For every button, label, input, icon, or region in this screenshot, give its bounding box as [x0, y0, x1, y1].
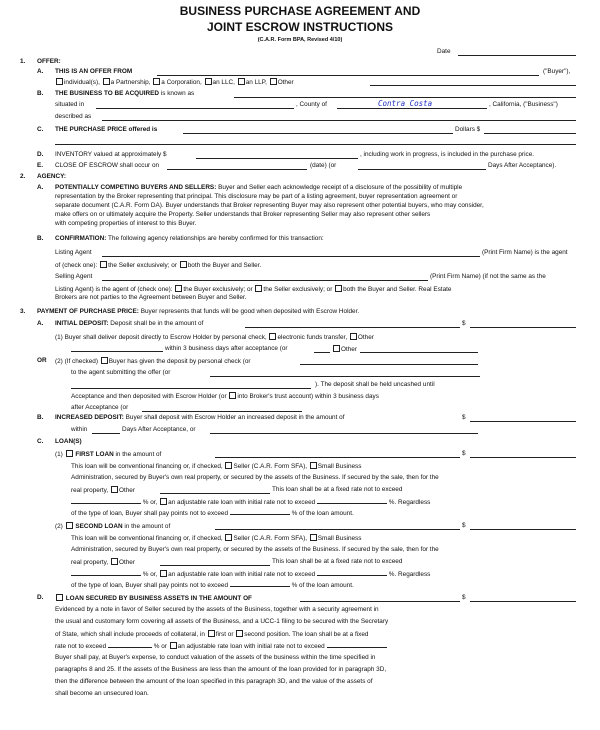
document-title-line2: JOINT ESCROW INSTRUCTIONS: [206, 20, 393, 34]
first-loan-words-field[interactable]: [215, 457, 460, 458]
payment-d-line1: Evidenced by a note in favor of Seller secured by the assets of the Business, together with a security agreement in: [55, 606, 379, 613]
confirmation-text: The following agency relationships are hereby confirmed for this transaction:: [108, 235, 324, 242]
first-loan-title: FIRST LOAN: [75, 451, 114, 458]
county-of-label: , County of: [296, 101, 327, 108]
business-name-field[interactable]: [234, 97, 576, 98]
option-2-number: (2): [55, 358, 63, 365]
option-1-other2-field[interactable]: [360, 352, 478, 353]
offer-d-text: INVENTORY valued at approximately $: [55, 151, 167, 158]
section-3-heading: PAYMENT OF PURCHASE PRICE:: [37, 308, 139, 315]
payment-b-line: [55, 414, 345, 422]
partnership-label: a Partnership,: [110, 79, 151, 86]
option-2-text: (If checked): [64, 358, 98, 365]
offer-b-rest: is known as: [160, 90, 195, 97]
section-1-heading: OFFER:: [37, 58, 61, 65]
selling-both-label: both the Buyer and Seller. Real Estate: [343, 286, 452, 293]
other-entity-label: Other: [277, 79, 294, 86]
close-days-field[interactable]: [358, 169, 486, 170]
d-first-position-checkbox[interactable]: [208, 630, 215, 637]
second-seller-sfa-label: Seller (C.A.R. Form SFA),: [233, 535, 307, 542]
option-2-check-field[interactable]: [300, 364, 478, 365]
option-1-other-checkbox[interactable]: [350, 333, 357, 340]
increased-deposit-field[interactable]: [470, 421, 576, 422]
first-points-field[interactable]: [230, 514, 290, 515]
offer-a-label: A.: [37, 68, 44, 75]
payment-d-line6: paragraphs 8 and 25. If the assets of the Business are less than the amount of the loan provided for in paragraph 3D,: [55, 666, 387, 673]
first-sba-checkbox[interactable]: [310, 462, 317, 469]
payment-d-line7: then the difference between the amount of the loan specified in this paragraph 3D, and the value of the assets of: [55, 678, 373, 685]
confirmation-title: CONFIRMATION:: [55, 235, 107, 242]
listing-both-label: both the Buyer and Seller.: [187, 262, 262, 269]
described-as-field[interactable]: [102, 120, 576, 121]
second-loan-admin: Administration, secured by Buyer's own real property, or secured by the assets of the Business. If secured by the sale, then for the: [71, 546, 439, 553]
offer-e-text: CLOSE OF ESCROW shall occur on: [55, 162, 160, 169]
second-rate-row: [71, 570, 430, 579]
offer-d-label: D.: [37, 151, 44, 158]
check-one-label: of (check one):: [55, 262, 98, 269]
selling-check-row: [55, 285, 451, 294]
first-rate-row: [71, 498, 430, 507]
after-acceptance-field[interactable]: [142, 411, 302, 412]
first-loan-realprop: [71, 486, 135, 495]
second-loan-dollar: $: [462, 522, 466, 529]
purchase-price-label: THE PURCHASE PRICE offered is: [55, 126, 158, 133]
first-loan-conv: [71, 462, 361, 471]
first-other-field[interactable]: [160, 493, 270, 494]
within-days-b-field[interactable]: [92, 433, 120, 434]
purchase-price-words-field[interactable]: [183, 133, 453, 134]
payment-a-label: A.: [37, 320, 44, 327]
partnership-checkbox[interactable]: [103, 78, 110, 85]
within-days-field[interactable]: [314, 352, 330, 353]
into-broker-text: into Broker's trust account) within 3 business days: [237, 393, 379, 400]
eft-label: electronic funds transfer,: [277, 334, 348, 341]
first-sba-label: Small Business: [317, 463, 362, 470]
first-points-row: [71, 510, 354, 518]
close-of-escrow-date-field[interactable]: [167, 169, 307, 170]
first-other-label: Other: [118, 487, 135, 494]
date-field[interactable]: [458, 55, 576, 56]
first-pct-or: % or,: [142, 499, 158, 506]
first-seller-sfa-checkbox[interactable]: [225, 462, 232, 469]
first-conv-text: This loan will be conventional financing or, if checked,: [71, 463, 223, 470]
second-adj-text: an adjustable rate loan with initial rate not to exceed: [168, 571, 316, 578]
accept-then-text: Acceptance and then deposited with Escrow Holder (or: [71, 393, 227, 400]
second-adj-checkbox[interactable]: [160, 570, 167, 577]
d-second-position-checkbox[interactable]: [236, 630, 243, 637]
agency-b-label: B.: [37, 235, 44, 242]
offer-d-rest: , including work in progress, is included in the purchase price.: [360, 151, 535, 158]
llc-label: an LLC,: [212, 79, 235, 86]
second-loan-row: [55, 522, 170, 531]
listing-agent-label: Listing Agent: [55, 249, 92, 256]
first-adj-rate-field[interactable]: [317, 503, 387, 504]
second-loan-field[interactable]: [470, 529, 576, 530]
document-title-line1: BUSINESS PURCHASE AGREEMENT AND: [179, 4, 421, 18]
section-3-number: 3.: [20, 308, 26, 315]
llc-checkbox[interactable]: [205, 78, 212, 85]
payment-c-label: C.: [37, 438, 44, 445]
payment-d-line2: the usual and customary form covering all assets of the Business, and a UCC-1 filing to be secured with the Secretary: [55, 618, 389, 625]
first-pct-loan: % of the loan amount.: [291, 510, 354, 517]
agency-b-line: [55, 235, 324, 243]
within-label: within: [71, 426, 88, 433]
option-1-other2: [332, 345, 357, 354]
days-after-b-field[interactable]: [210, 433, 478, 434]
eft-checkbox[interactable]: [269, 333, 276, 340]
option-2-line2: to the agent submitting the offer (or: [71, 369, 171, 376]
second-other-checkbox[interactable]: [111, 558, 118, 565]
broker-trust-checkbox[interactable]: [229, 392, 236, 399]
offer-a-text: THIS IS AN OFFER FROM: [55, 68, 133, 75]
second-loan-words-field[interactable]: [215, 529, 460, 530]
first-loan-text: in the amount of: [115, 451, 162, 458]
offer-c-text: [55, 126, 157, 134]
selling-agent-label: Selling Agent: [55, 273, 93, 280]
individual-label: individual(s),: [64, 79, 100, 86]
date-or-label: (date) (or: [310, 162, 337, 169]
blank-line: [55, 144, 576, 145]
option-1-other2-label: Other: [341, 346, 357, 353]
first-seller-sfa-label: Seller (C.A.R. Form SFA),: [233, 463, 307, 470]
deposit-held-field[interactable]: [71, 388, 311, 389]
option-2-rest: Buyer has given the deposit by personal check (or: [108, 358, 251, 365]
d-l3-text: of State, which shall include proceeds of collateral, in: [55, 631, 205, 638]
listing-agent-field[interactable]: [102, 256, 480, 257]
entity-type-row: [55, 78, 294, 87]
payment-d-row: [55, 594, 252, 603]
selling-buyer-excl-checkbox[interactable]: [175, 285, 182, 292]
within-3-days: within 3 business days after acceptance (or: [165, 345, 288, 352]
first-loan-field[interactable]: [470, 457, 576, 458]
inventory-field[interactable]: [196, 158, 358, 159]
first-loan-number: (1): [55, 451, 63, 458]
agency-a-label: A.: [37, 184, 44, 191]
second-sba-label: Small Business: [317, 535, 362, 542]
section-3-intro: Buyer represents that funds will be good when deposited with Escrow Holder.: [140, 308, 360, 315]
corporation-label: a Corporation,: [161, 79, 202, 86]
initial-deposit-title: INITIAL DEPOSIT:: [55, 320, 109, 327]
option-1-text: Buyer shall deliver deposit directly to Escrow Holder by personal check,: [64, 334, 267, 341]
second-loan-conv: [71, 534, 361, 543]
first-real-prop: real property,: [71, 487, 109, 494]
situated-in-field[interactable]: [96, 108, 294, 109]
agency-a-text1: Buyer and Seller each acknowledge receipt of a disclosure of the possibility of multiple: [218, 184, 463, 191]
corporation-checkbox[interactable]: [153, 78, 160, 85]
offer-c-label: C.: [37, 126, 44, 133]
selling-seller-excl-checkbox[interactable]: [255, 285, 262, 292]
deposit-option-1: [55, 333, 374, 342]
initial-deposit-text: Deposit shall be in the amount of: [110, 320, 204, 327]
date-label: Date: [437, 48, 451, 55]
d-adj-checkbox[interactable]: [170, 642, 177, 649]
first-pct-regardless: %. Regardless: [388, 499, 431, 506]
second-other-label: Other: [118, 559, 135, 566]
held-uncashed: ). The deposit shall be held uncashed until: [315, 381, 435, 388]
business-assets-loan-checkbox[interactable]: [56, 594, 63, 601]
option-1-other-label: Other: [357, 334, 374, 341]
buyer-name-field[interactable]: [157, 75, 539, 76]
first-adj-checkbox[interactable]: [160, 498, 167, 505]
second-points-row: [71, 582, 354, 590]
first-other-checkbox[interactable]: [111, 486, 118, 493]
second-pct-or: % or,: [142, 571, 158, 578]
d-first-label: first or: [215, 631, 234, 638]
offer-b-text: [55, 90, 194, 98]
second-loan-title: SECOND LOAN: [75, 523, 123, 530]
agency-a-line1: [55, 184, 462, 192]
payment-d-label: D.: [37, 594, 44, 601]
other-entity-checkbox[interactable]: [270, 78, 277, 85]
first-adj-text: an adjustable rate loan with initial rate not to exceed: [168, 499, 316, 506]
initial-deposit-words-field[interactable]: [245, 327, 460, 328]
option-1-number: (1): [55, 334, 63, 341]
agency-a-title: POTENTIALLY COMPETING BUYERS AND SELLERS:: [55, 184, 217, 191]
second-seller-sfa-checkbox[interactable]: [225, 534, 232, 541]
increased-deposit-text: Buyer shall deposit with Escrow Holder an increased deposit in the amount of: [125, 414, 345, 421]
listing-print-firm: (Print Firm Name) is the agent: [482, 249, 568, 256]
days-after-b: Days After Acceptance, or: [122, 426, 196, 433]
after-acceptance: after Acceptance (or: [71, 404, 129, 411]
business-assets-field[interactable]: [470, 601, 576, 602]
buyer-tag: ("Buyer"),: [543, 68, 571, 75]
agency-a-line3: separate document (C.A.R. Form DA). Buyer understands that Broker representing Buyer may also represent other potential buyers, who may consider,: [55, 202, 484, 209]
listing-both-checkbox[interactable]: [180, 261, 187, 268]
county-field[interactable]: [337, 108, 487, 109]
d-fixed-rate-field[interactable]: [108, 647, 152, 648]
second-conv-text: This loan will be conventional financing or, if checked,: [71, 535, 223, 542]
payment-a-line: [55, 320, 203, 328]
situated-in-label: situated in: [55, 101, 85, 108]
second-pct-loan: % of the loan amount.: [291, 582, 354, 589]
payment-d-line3: [55, 630, 368, 639]
second-adj-rate-field[interactable]: [317, 575, 387, 576]
selling-seller-excl-label: the Seller exclusively; or: [263, 286, 333, 293]
second-loan-checkbox[interactable]: [66, 522, 73, 529]
agency-a-line5: with competing properties of interest to this Buyer.: [55, 220, 197, 227]
llp-label: an LLP,: [245, 79, 267, 86]
county-value: Contra Costa: [378, 99, 433, 108]
purchase-price-field[interactable]: [484, 133, 576, 134]
section-3-line: [37, 308, 359, 316]
form-reference: (C.A.R. Form BPA, Revised 4/10): [257, 37, 343, 43]
offer-e-label: E.: [37, 162, 44, 169]
second-type-loan: of the type of loan, Buyer shall pay points not to exceed: [71, 582, 229, 589]
payment-d-line5: Buyer shall pay, at Buyer's expense, to conduct valuation of the assets of the business within the time specified in: [55, 654, 376, 661]
second-pct-regardless: %. Regardless: [388, 571, 431, 578]
d-adj-rate-field[interactable]: [327, 647, 387, 648]
loans-title: LOAN(S): [55, 438, 82, 445]
second-loan-number: (2): [55, 523, 63, 530]
second-real-prop: real property,: [71, 559, 109, 566]
d-second-label: second position. The loan shall be at a fixed: [244, 631, 369, 638]
offer-b-label: B.: [37, 90, 44, 97]
first-fixed-rate-field[interactable]: [71, 503, 141, 504]
other-entity-field[interactable]: [370, 85, 576, 86]
selling-buyer-excl-label: the Buyer exclusively; or: [183, 286, 253, 293]
california-label: , California, ("Business"): [489, 101, 558, 108]
offer-b-title: THE BUSINESS TO BE ACQUIRED: [55, 90, 160, 97]
or-label: OR: [37, 357, 47, 364]
section-2-heading: AGENCY:: [37, 173, 66, 180]
business-assets-words-field[interactable]: [300, 601, 460, 602]
second-sba-checkbox[interactable]: [310, 534, 317, 541]
individual-checkbox[interactable]: [56, 78, 63, 85]
dollars-label: Dollars $: [455, 126, 481, 133]
second-fixed-rate: This loan shall be at a fixed rate not to exceed: [272, 558, 403, 565]
second-fixed-rate-field[interactable]: [71, 575, 141, 576]
payment-d-line8: shall become an unsecured loan.: [55, 690, 149, 697]
listing-seller-excl-checkbox[interactable]: [100, 261, 107, 268]
d-l4-text: rate not to exceed: [55, 643, 107, 650]
second-other-field[interactable]: [160, 565, 270, 566]
d-l4c-text: an adjustable rate loan with initial rate not to exceed: [177, 643, 325, 650]
second-loan-realprop: [71, 558, 135, 567]
payment-d-line4: [55, 642, 387, 651]
payment-b-label: B.: [37, 414, 44, 421]
section-2-number: 2.: [20, 173, 26, 180]
first-loan-dollar: $: [462, 450, 466, 457]
initial-deposit-dollar: $: [462, 320, 466, 327]
deposit-option-2: [55, 357, 251, 366]
first-loan-row: [55, 450, 161, 459]
second-points-field[interactable]: [230, 586, 290, 587]
agency-a-line2: representation by the Broker representing that principal. This disclosure may be part of a listing agreement, buyer representation agreement or: [55, 193, 458, 200]
listing-agent-paren: Listing Agent) is the agent of (check one):: [55, 286, 173, 293]
d-l4b-text: % or: [153, 643, 167, 650]
first-type-loan: of the type of loan, Buyer shall pay points not to exceed: [71, 510, 229, 517]
accept-then: [71, 392, 379, 401]
first-fixed-rate: This loan shall be at a fixed rate not to exceed: [272, 486, 403, 493]
initial-deposit-field[interactable]: [470, 327, 576, 328]
selling-print-firm: (Print Firm Name) (if not the same as the: [430, 273, 546, 280]
section-1-number: 1.: [20, 58, 26, 65]
second-loan-text: in the amount of: [124, 523, 171, 530]
option-1-other2-checkbox[interactable]: [333, 345, 340, 352]
option-2-checkbox[interactable]: [101, 357, 108, 364]
listing-seller-excl-label: the Seller exclusively; or: [108, 262, 177, 269]
agent-submitting-field[interactable]: [210, 376, 480, 377]
llp-checkbox[interactable]: [238, 78, 245, 85]
increased-deposit-title: INCREASED DEPOSIT:: [55, 414, 124, 421]
increased-deposit-dollar: $: [462, 414, 466, 421]
selling-both-checkbox[interactable]: [335, 285, 342, 292]
business-assets-dollar: $: [462, 594, 466, 601]
days-after-label: Days After Acceptance).: [488, 162, 557, 169]
described-as-label: described as: [55, 113, 92, 120]
listing-check-row: [55, 261, 261, 270]
brokers-not-parties: Brokers are not parties to the Agreement between Buyer and Seller.: [55, 294, 247, 301]
selling-agent-field[interactable]: [102, 280, 428, 281]
option-1-other-field[interactable]: [71, 351, 163, 352]
business-assets-loan-title: LOAN SECURED BY BUSINESS ASSETS IN THE AMOUNT OF: [65, 595, 252, 602]
agency-a-line4: make offers on or ultimately acquire the Property. Seller understands that Broker representing Seller may also represent other sellers: [55, 211, 431, 218]
first-loan-admin: Administration, secured by Buyer's own real property, or secured by the assets of the Business. If secured by the sale, then for the: [71, 474, 439, 481]
first-loan-checkbox[interactable]: [66, 450, 73, 457]
